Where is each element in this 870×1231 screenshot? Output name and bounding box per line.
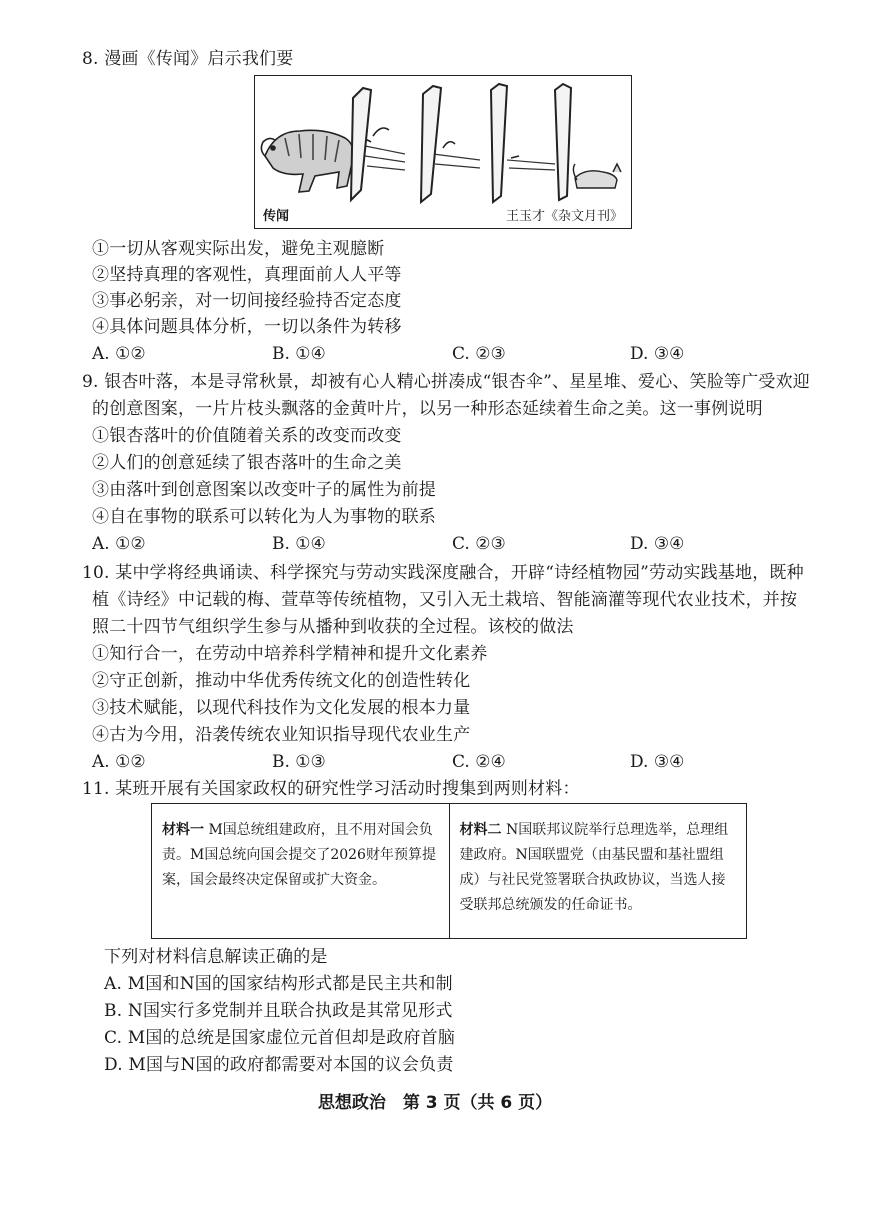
q11-option-d: D. M国与N国的政府都需要对本国的议会负责 [104, 1055, 454, 1075]
q9-item-3: ③由落叶到创意图案以改变叶子的属性为前提 [92, 480, 436, 500]
q10-option-b: B. ①③ [272, 752, 326, 772]
q8-item-3: ③事必躬亲，对一切间接经验持否定态度 [92, 291, 402, 311]
materials-table [151, 803, 747, 939]
q11-stem: 11. 某班开展有关国家政权的研究性学习活动时搜集到两则材料： [82, 779, 580, 799]
q8-item-2: ②坚持真理的客观性，真理面前人人平等 [92, 265, 402, 285]
q11-option-b: B. N国实行多党制并且联合执政是其常见形式 [104, 1001, 453, 1021]
q10-stem-line-2: 植《诗经》中记载的梅、萱草等传统植物，又引入无土栽培、智能滴灌等现代农业技术，并按 [92, 590, 798, 610]
q9-stem-line-1: 9. 银杏叶落，本是寻常秋景，却被有心人精心拼凑成“银杏伞”、星星堆、爱心、笑脸等广受欢迎 [82, 372, 811, 392]
q11-option-c: C. M国的总统是国家虚位元首但却是政府首脑 [104, 1028, 456, 1048]
material-2-text: N国联邦议院举行总理选举，总理组建政府。N国联盟党（由基民盟和基社盟组成）与社民党签署联合执政协议，当选人接受联邦总统颁发的任命证书。 [459, 822, 729, 913]
page-footer: 思想政治 第 3 页（共 6 页） [317, 1093, 553, 1113]
q9-option-a: A. ①② [92, 534, 146, 554]
q8-option-d: D. ③④ [630, 344, 685, 364]
q8-item-4: ④具体问题具体分析，一切以条件为转移 [92, 317, 402, 337]
q9-option-d: D. ③④ [630, 534, 685, 554]
q11-question: 下列对材料信息解读正确的是 [104, 947, 328, 967]
q9-option-b: B. ①④ [272, 534, 326, 554]
q8-option-a: A. ①② [92, 344, 146, 364]
material-2-head: 材料二 [459, 822, 502, 838]
material-1-text: M国总统组建政府，且不用对国会负责。M国总统向国会提交了2026财年预算提案，国会最终决定保留或扩大资金。 [162, 822, 436, 888]
q9-option-c: C. ②③ [452, 534, 506, 554]
q10-stem-line-1: 10. 某中学将经典诵读、科学探究与劳动实践深度融合，开辟“诗经植物园”劳动实践基地，既种 [82, 563, 804, 583]
q10-item-2: ②守正创新，推动中华优秀传统文化的创造性转化 [92, 671, 471, 691]
q10-stem-line-3: 照二十四节气组织学生参与从播种到收获的全过程。该校的做法 [92, 617, 574, 637]
q8-option-b: B. ①④ [272, 344, 326, 364]
material-1-cell [152, 804, 449, 938]
material-1-head: 材料一 [162, 822, 204, 838]
q9-stem-line-2: 的创意图案，一片片枝头飘落的金黄叶片，以另一种形态延续着生命之美。这一事例说明 [92, 399, 763, 419]
comic-credit: 王玉才《杂文月刊》 [505, 209, 623, 224]
q8-option-c: C. ②③ [452, 344, 506, 364]
material-2-cell [449, 804, 747, 938]
q10-item-3: ③技术赋能，以现代科技作为文化发展的根本力量 [92, 698, 471, 718]
comic-title: 传闻 [263, 209, 290, 224]
q10-option-a: A. ①② [92, 752, 146, 772]
q10-option-d: D. ③④ [630, 752, 685, 772]
q9-item-1: ①银杏落叶的价值随着关系的改变而改变 [92, 426, 402, 446]
q8-stem: 8. 漫画《传闻》启示我们要 [82, 49, 294, 69]
q9-item-4: ④自在事物的联系可以转化为人为事物的联系 [92, 507, 436, 527]
q9-item-2: ②人们的创意延续了银杏落叶的生命之美 [92, 453, 402, 473]
q10-item-4: ④古为今用，沿袭传统农业知识指导现代农业生产 [92, 725, 471, 745]
comic-image [254, 75, 632, 229]
q8-item-1: ①一切从客观实际出发，避免主观臆断 [92, 239, 385, 259]
q10-option-c: C. ②④ [452, 752, 506, 772]
q11-option-a: A. M国和N国的国家结构形式都是民主共和制 [104, 974, 453, 994]
q10-item-1: ①知行合一，在劳动中培养科学精神和提升文化素养 [92, 644, 488, 664]
